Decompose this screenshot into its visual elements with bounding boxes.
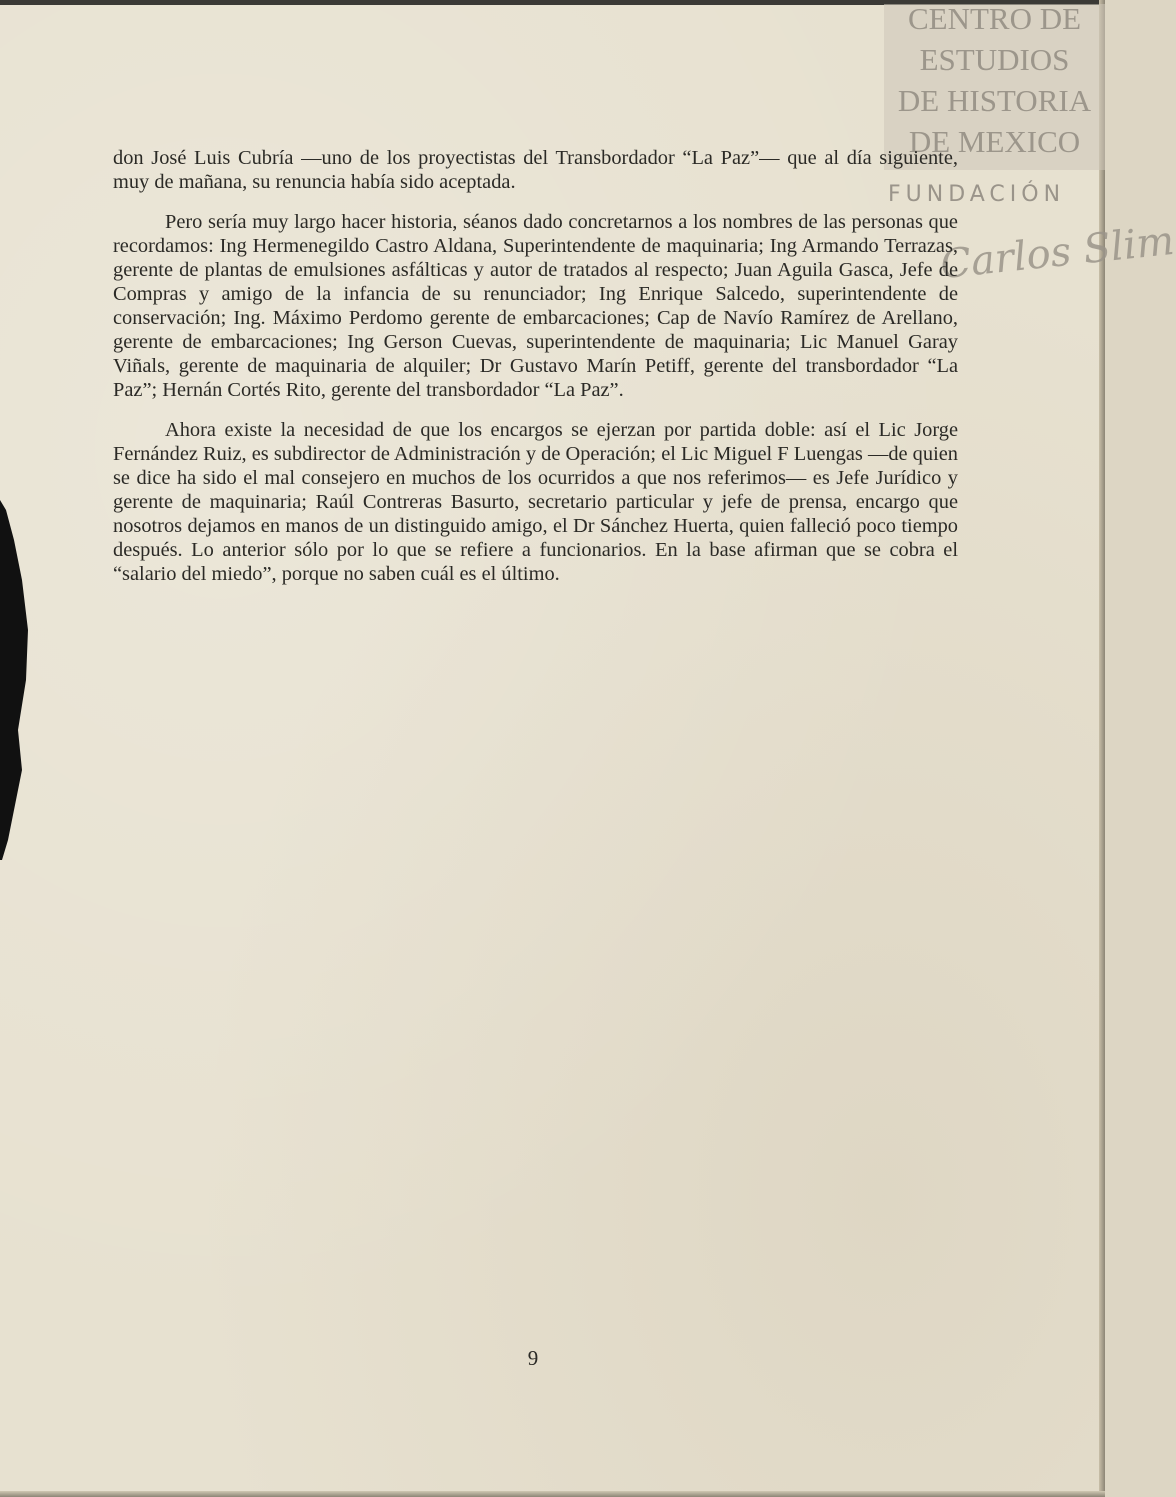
page-number: 9 <box>527 1346 539 1370</box>
watermark-line-4: DE MEXICO <box>908 124 1081 159</box>
paragraph-3: Ahora existe la necesidad de que los encargos se ejerzan por partida doble: así el Lic Jorge Fernández Ruiz, es subdirector de Administración y de Operación; el Lic Miguel F Luengas —de quien se dice ha sido el mal consejero en muchos de los ocurridos a que nos referimos— es Jefe Jurídico y gerente de maquinaria; Raúl Contreras Basurto, secretario particular y jefe de prensa, encargo que nosotros dejamos en manos de un distinguido amigo, el Dr Sánchez Huerta, quien falleció poco tiempo después. Lo anterior sólo por lo que se refiere a funcionarios. En la base afirman que se cobra el “salario del miedo”, porque no saben cuál es el último. <box>113 419 958 585</box>
page-bottom-edge <box>0 1491 1105 1497</box>
watermark-line-2: ESTUDIOS <box>919 42 1070 77</box>
watermark-line-3: DE HISTORIA <box>897 83 1092 118</box>
document-body <box>113 146 958 602</box>
paragraph-1: don José Luis Cubría —uno de los proyectistas del Transbordador “La Paz”— que al día siguiente, muy de mañana, su renuncia había sido aceptada. <box>113 147 958 193</box>
watermark-foundation: FUNDACIÓN <box>888 182 1066 207</box>
torn-left-edge <box>0 500 30 860</box>
paragraph-2: Pero sería muy largo hacer historia, séanos dado concretarnos a los nombres de las personas que recordamos: Ing Hermenegildo Castro Aldana, Superintendente de maquinaria; Ing Armando Terrazas, gerente de plantas de emulsiones asfálticas y autor de tratados al respecto; Juan Aguila Gasca, Jefe de Compras y amigo de la infancia de su renunciador; Ing Enrique Salcedo, superintendente de conservación; Ing. Máximo Perdomo gerente de embarcaciones; Cap de Navío Ramírez de Arellano, gerente de embarcaciones; Ing Gerson Cuevas, superintendente de maquinaria; Lic Manuel Garay Viñals, gerente de maquinaria de alquiler; Dr Gustavo Marín Petiff, gerente del transbordador “La Paz”; Hernán Cortés Rito, gerente del transbordador “La Paz”. <box>113 211 958 401</box>
watermark-signature: Carlos Slim <box>938 217 1176 289</box>
watermark-line-1: CENTRO DE <box>907 1 1082 36</box>
